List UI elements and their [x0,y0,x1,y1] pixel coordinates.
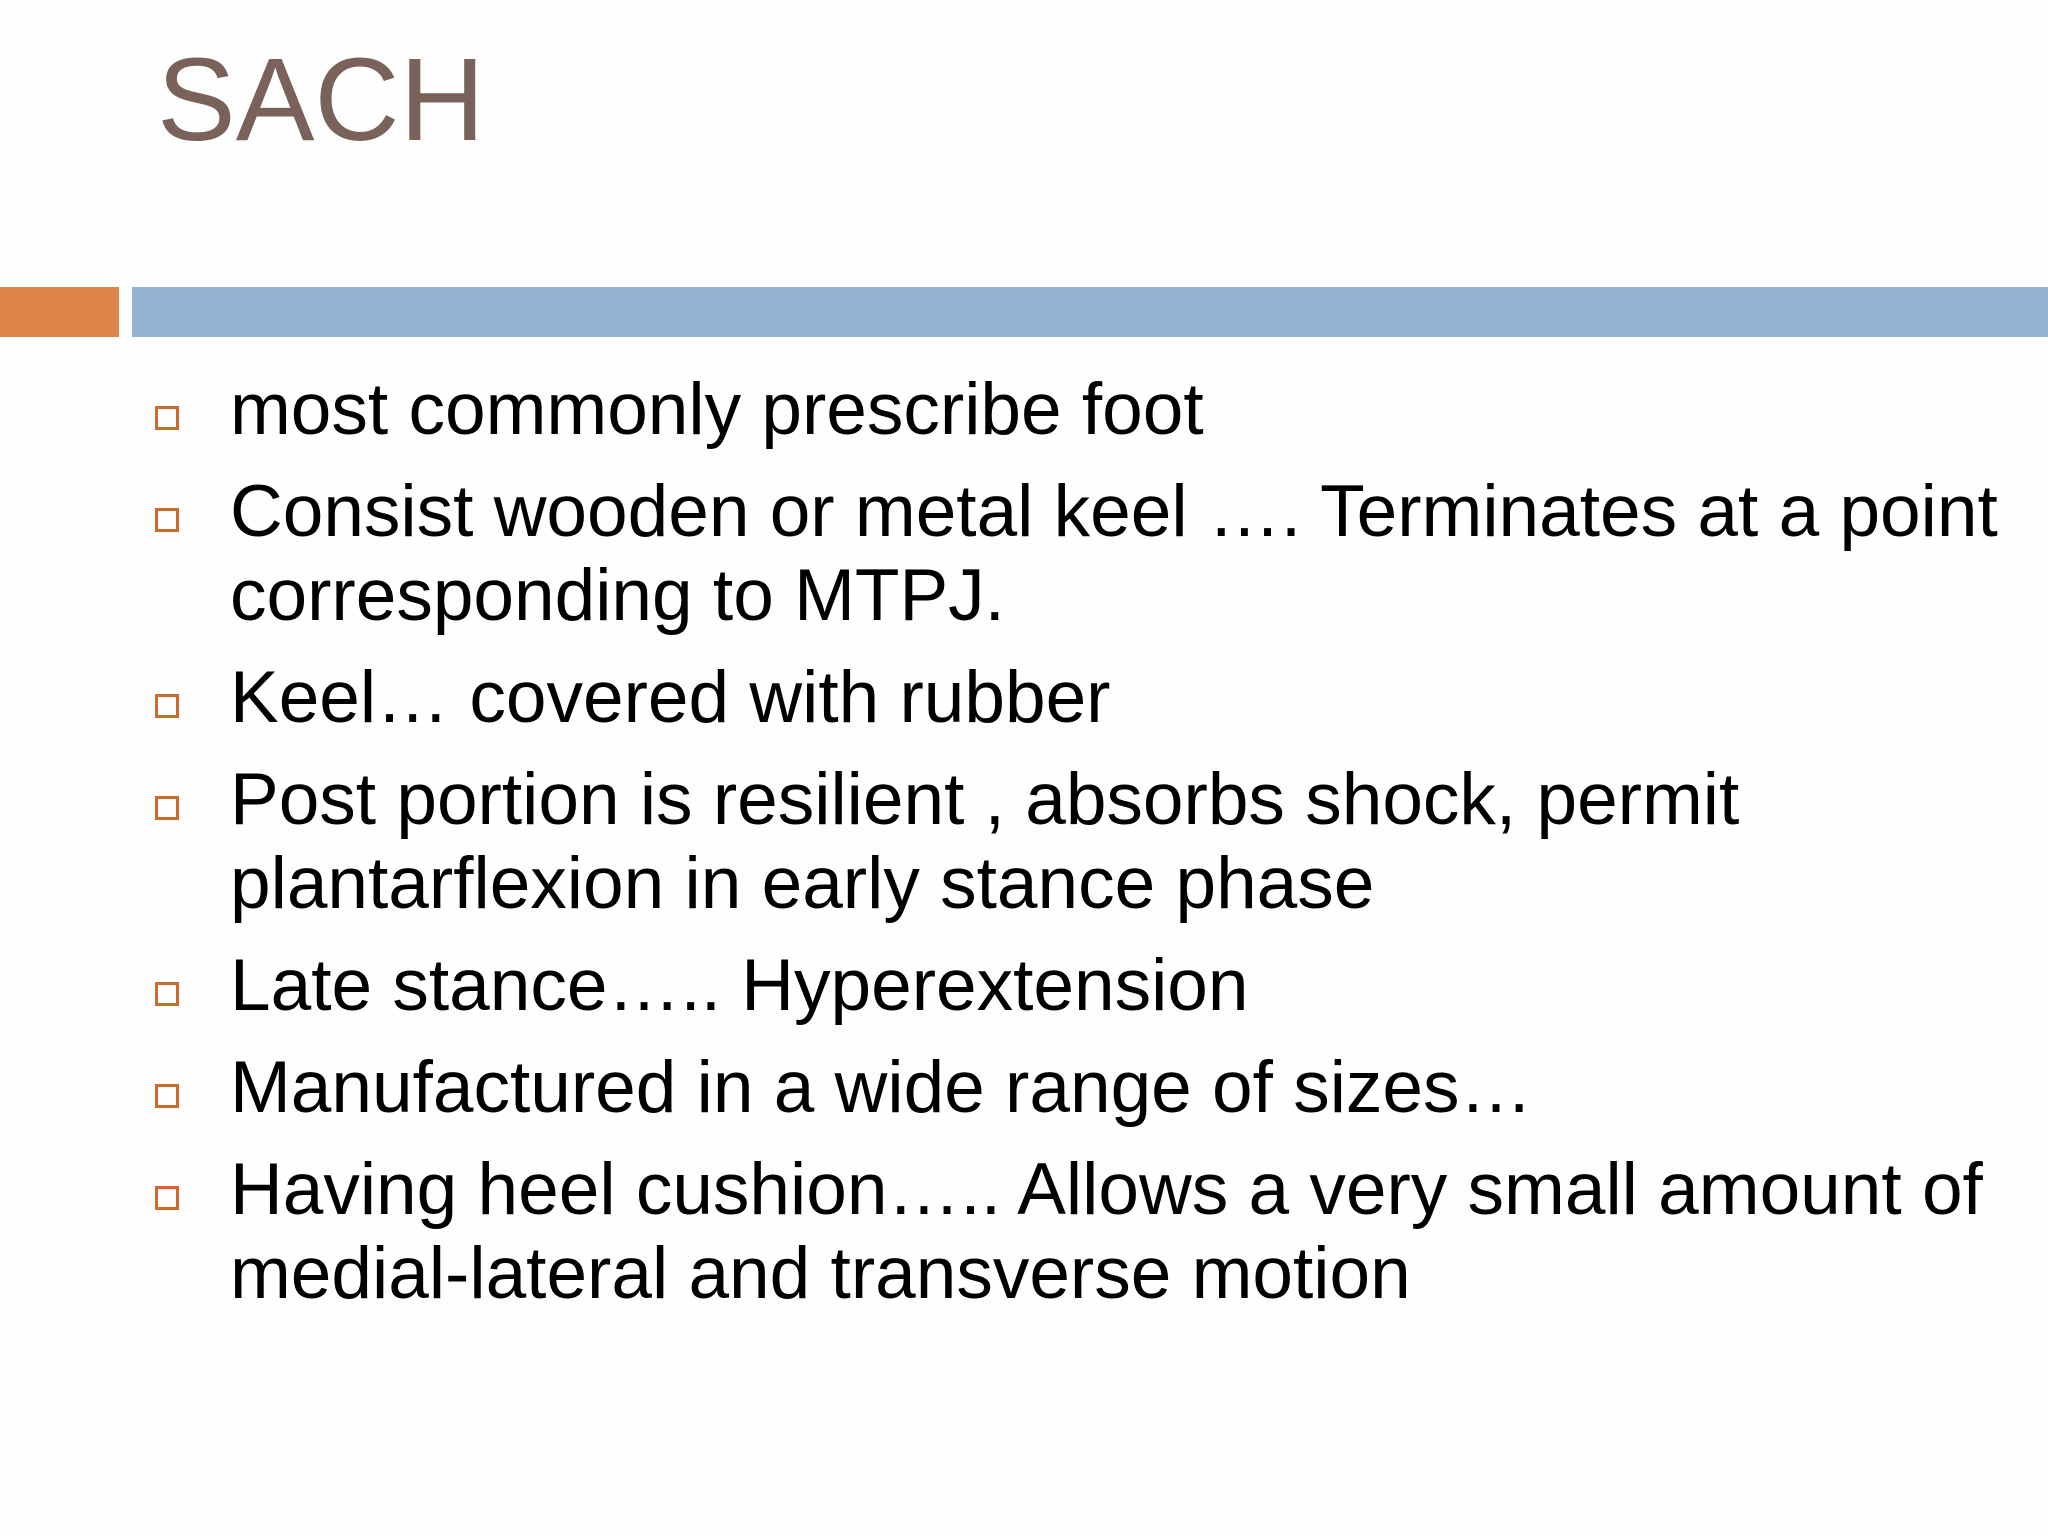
bullet-item [155,944,2015,1028]
accent-bar [0,287,119,337]
bullet-text: Consist wooden or metal keel …. Terminates at a point corresponding to MTPJ. [230,471,1998,636]
bullet-item [155,1148,2015,1316]
title-divider-bar [132,287,2048,337]
bullet-item [155,1046,2015,1130]
bullet-text: Having heel cushion….. Allows a very small amount of medial-lateral and transverse motion [230,1149,1983,1314]
square-bullet-icon [155,406,179,430]
slide-title: SACH [157,34,485,166]
square-bullet-icon [155,1186,179,1210]
square-bullet-icon [155,982,179,1006]
bullet-list [155,368,2015,1334]
square-bullet-icon [155,1084,179,1108]
bullet-text: Post portion is resilient , absorbs shock, permit plantarflexion in early stance phase [230,759,1740,924]
bullet-text: Manufactured in a wide range of sizes… [230,1047,1533,1128]
bullet-item [155,470,2015,638]
square-bullet-icon [155,508,179,532]
bullet-item [155,758,2015,926]
bullet-text: Keel… covered with rubber [230,657,1111,738]
bullet-text: Late stance….. Hyperextension [230,945,1249,1026]
square-bullet-icon [155,694,179,718]
bullet-text: most commonly prescribe foot [230,369,1204,450]
bullet-item [155,656,2015,740]
square-bullet-icon [155,796,179,820]
bullet-item [155,368,2015,452]
